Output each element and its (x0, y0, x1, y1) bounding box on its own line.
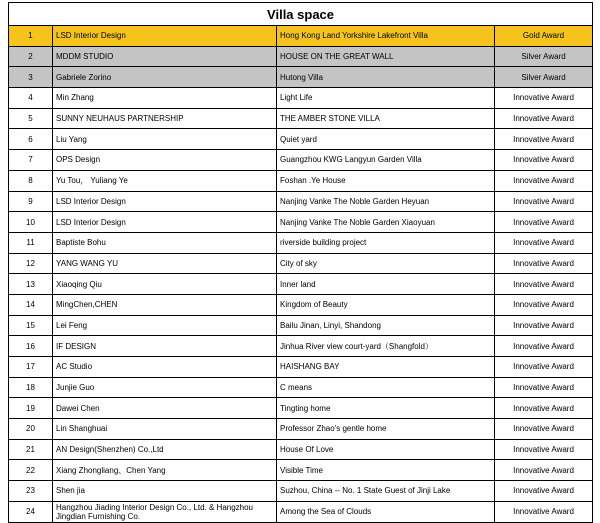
table-row (9, 336, 593, 357)
designer-cell: AN Design(Shenzhen) Co.,Ltd (53, 439, 277, 460)
table-row (9, 481, 593, 502)
project-cell: Guangzhou KWG Langyun Garden Villa (277, 150, 495, 171)
project-cell: THE AMBER STONE VILLA (277, 108, 495, 129)
table-row (9, 398, 593, 419)
table-row (9, 274, 593, 295)
project-cell: House Of Love (277, 439, 495, 460)
designer-cell: Shen jia (53, 481, 277, 502)
project-cell: Visible Time (277, 460, 495, 481)
project-cell: Hong Kong Land Yorkshire Lakefront Villa (277, 26, 495, 47)
designer-cell: Lin Shanghuai (53, 419, 277, 440)
project-cell: Bailu Jinan, Linyi, Shandong (277, 315, 495, 336)
project-cell: riverside building project (277, 232, 495, 253)
rank-cell: 14 (9, 294, 53, 315)
award-cell: Silver Award (495, 46, 593, 67)
award-cell: Innovative Award (495, 274, 593, 295)
project-cell: HOUSE ON THE GREAT WALL (277, 46, 495, 67)
table-row (9, 357, 593, 378)
table-row (9, 253, 593, 274)
table-row (9, 88, 593, 109)
table-row (9, 377, 593, 398)
rank-cell: 9 (9, 191, 53, 212)
rank-cell: 21 (9, 439, 53, 460)
table-row (9, 212, 593, 233)
designer-cell: MingChen,CHEN (53, 294, 277, 315)
rank-cell: 6 (9, 129, 53, 150)
rank-cell: 8 (9, 170, 53, 191)
rank-cell: 24 (9, 501, 53, 522)
rank-cell: 7 (9, 150, 53, 171)
designer-cell: AC Studio (53, 357, 277, 378)
award-cell: Innovative Award (495, 150, 593, 171)
designer-cell: Yu Tou， Yuliang Ye (53, 170, 277, 191)
project-cell: Professor Zhao's gentle home (277, 419, 495, 440)
project-cell: Hutong Villa (277, 67, 495, 88)
designer-cell: LSD Interior Design (53, 191, 277, 212)
award-cell: Innovative Award (495, 336, 593, 357)
rank-cell: 23 (9, 481, 53, 502)
award-cell: Gold Award (495, 26, 593, 47)
rank-cell: 20 (9, 419, 53, 440)
rank-cell: 17 (9, 357, 53, 378)
designer-cell: OPS Design (53, 150, 277, 171)
award-cell: Innovative Award (495, 253, 593, 274)
award-cell: Innovative Award (495, 481, 593, 502)
rank-cell: 10 (9, 212, 53, 233)
project-cell: Foshan .Ye House (277, 170, 495, 191)
table-title: Villa space (9, 3, 593, 26)
project-cell: Kingdom of Beauty (277, 294, 495, 315)
table-row (9, 315, 593, 336)
table-row (9, 150, 593, 171)
designer-cell: Hangzhou Jiading Interior Design Co., Ltd. & Hangzhou Jingdian Furnishing Co. (53, 501, 277, 522)
table-row (9, 419, 593, 440)
project-cell: Inner land (277, 274, 495, 295)
award-cell: Innovative Award (495, 108, 593, 129)
designer-cell: LSD Interior Design (53, 212, 277, 233)
project-cell: Light Life (277, 88, 495, 109)
rank-cell: 16 (9, 336, 53, 357)
rank-cell: 4 (9, 88, 53, 109)
designer-cell: Dawei Chen (53, 398, 277, 419)
project-cell: Nanjing Vanke The Noble Garden Heyuan (277, 191, 495, 212)
rank-cell: 22 (9, 460, 53, 481)
table-row (9, 26, 593, 47)
project-cell: Among the Sea of Clouds (277, 501, 495, 522)
designer-cell: Min Zhang (53, 88, 277, 109)
designer-cell: Liu Yang (53, 129, 277, 150)
table-row (9, 129, 593, 150)
rank-cell: 3 (9, 67, 53, 88)
award-cell: Innovative Award (495, 315, 593, 336)
project-cell: Nanjing Vanke The Noble Garden Xiaoyuan (277, 212, 495, 233)
rank-cell: 11 (9, 232, 53, 253)
award-cell: Innovative Award (495, 501, 593, 522)
award-cell: Innovative Award (495, 398, 593, 419)
awards-table (8, 2, 593, 523)
title-row (9, 3, 593, 26)
rank-cell: 13 (9, 274, 53, 295)
table-row (9, 191, 593, 212)
designer-cell: Baptiste Bohu (53, 232, 277, 253)
award-cell: Innovative Award (495, 129, 593, 150)
award-cell: Silver Award (495, 67, 593, 88)
project-cell: Quiet yard (277, 129, 495, 150)
table-row (9, 501, 593, 522)
award-cell: Innovative Award (495, 439, 593, 460)
rank-cell: 1 (9, 26, 53, 47)
awards-table-body (9, 3, 593, 523)
rank-cell: 19 (9, 398, 53, 419)
award-cell: Innovative Award (495, 212, 593, 233)
designer-cell: Lei Feng (53, 315, 277, 336)
award-cell: Innovative Award (495, 377, 593, 398)
designer-cell: Xiang Zhongliang、Chen Yang (53, 460, 277, 481)
award-cell: Innovative Award (495, 357, 593, 378)
rank-cell: 2 (9, 46, 53, 67)
project-cell: Suzhou, China -- No. 1 State Guest of Jinji Lake (277, 481, 495, 502)
rank-cell: 12 (9, 253, 53, 274)
rank-cell: 15 (9, 315, 53, 336)
table-row (9, 170, 593, 191)
table-row (9, 439, 593, 460)
award-cell: Innovative Award (495, 294, 593, 315)
designer-cell: IF DESIGN (53, 336, 277, 357)
table-row (9, 232, 593, 253)
table-row (9, 294, 593, 315)
designer-cell: LSD Interior Design (53, 26, 277, 47)
award-cell: Innovative Award (495, 170, 593, 191)
table-row (9, 46, 593, 67)
project-cell: City of sky (277, 253, 495, 274)
project-cell: C means (277, 377, 495, 398)
project-cell: Tingting home (277, 398, 495, 419)
rank-cell: 5 (9, 108, 53, 129)
award-cell: Innovative Award (495, 419, 593, 440)
table-row (9, 67, 593, 88)
table-row (9, 460, 593, 481)
award-cell: Innovative Award (495, 191, 593, 212)
award-cell: Innovative Award (495, 460, 593, 481)
designer-cell: Gabriele Zorino (53, 67, 277, 88)
designer-cell: Junjie Guo (53, 377, 277, 398)
award-cell: Innovative Award (495, 232, 593, 253)
rank-cell: 18 (9, 377, 53, 398)
designer-cell: YANG WANG YU (53, 253, 277, 274)
award-cell: Innovative Award (495, 88, 593, 109)
project-cell: HAISHANG BAY (277, 357, 495, 378)
table-row (9, 108, 593, 129)
designer-cell: SUNNY NEUHAUS PARTNERSHIP (53, 108, 277, 129)
designer-cell: Xiaoqing Qiu (53, 274, 277, 295)
designer-cell: MDDM STUDIO (53, 46, 277, 67)
project-cell: Jinhua River view court-yard（Shangfold） (277, 336, 495, 357)
